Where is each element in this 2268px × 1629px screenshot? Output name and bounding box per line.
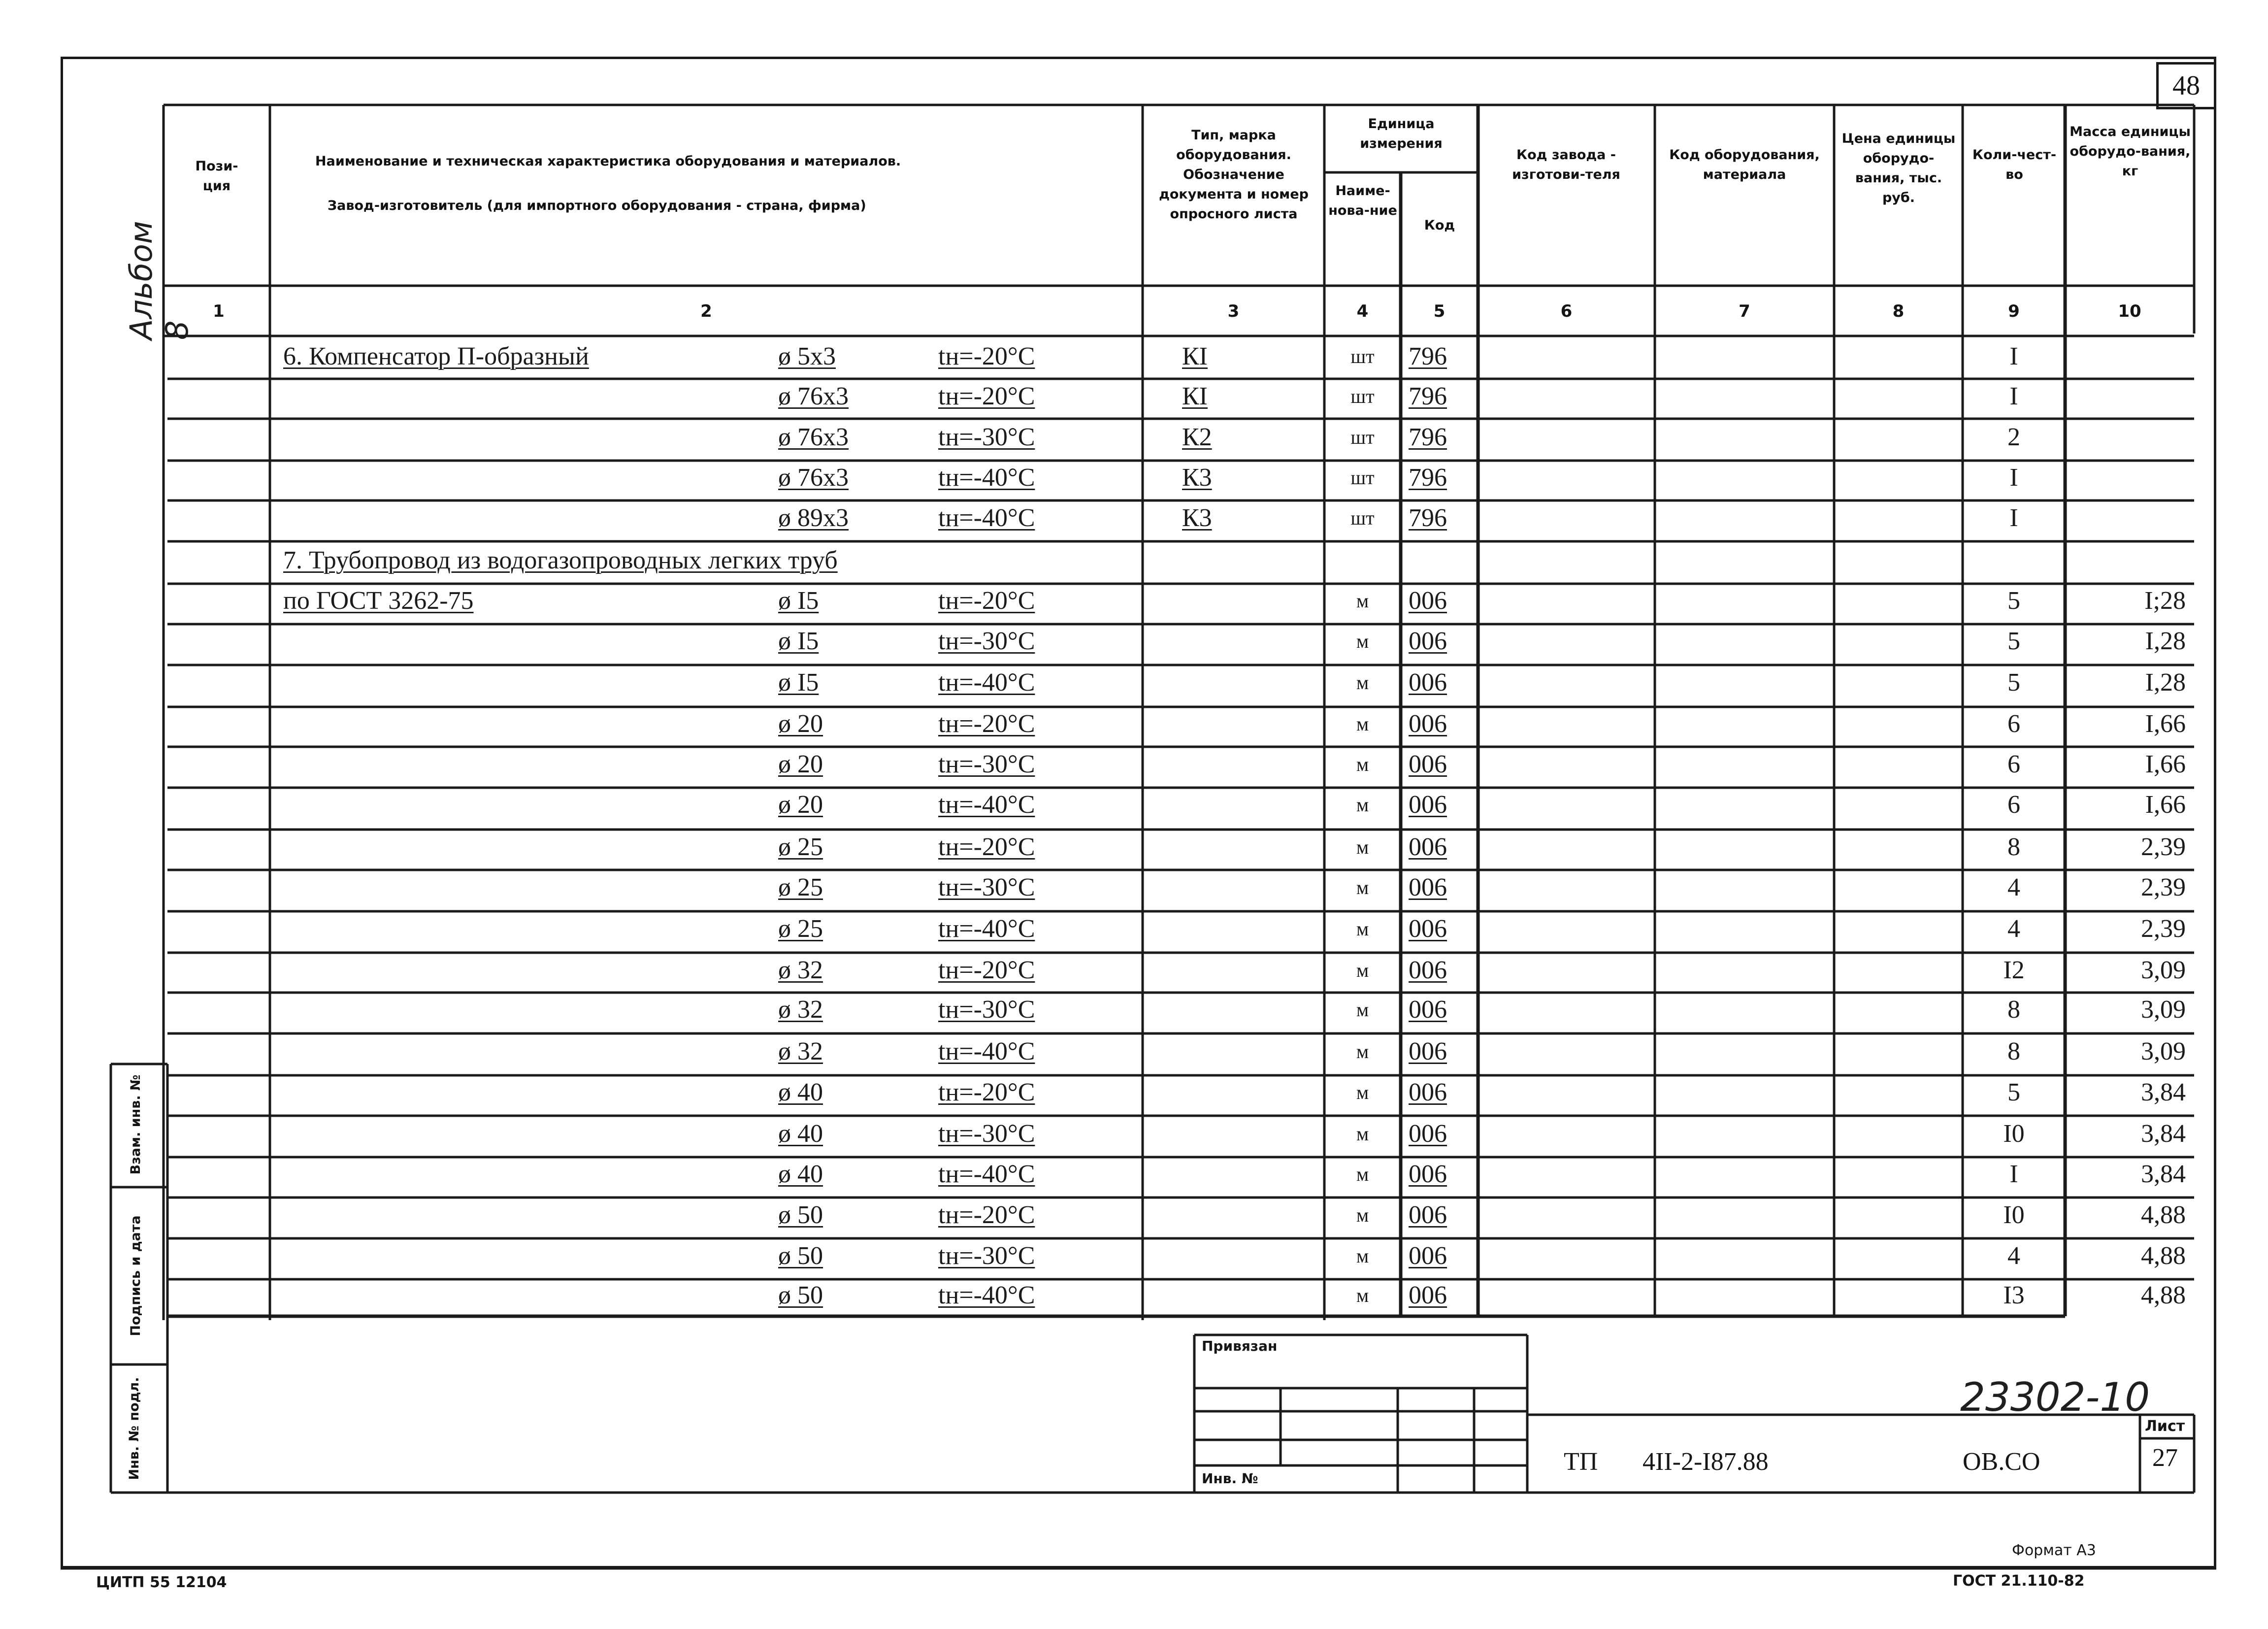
column-number: 8	[1892, 301, 1905, 321]
cell-type: К2	[1182, 423, 1212, 451]
column-number: 9	[2008, 301, 2020, 321]
cell-dia: ø 25	[778, 915, 823, 943]
side-label-inv-original: Инв. № подл.	[127, 1377, 142, 1480]
cell-temp: tн=-30°С	[938, 873, 1035, 901]
header-name-line2: Завод-изготовитель (для импортного оборудования - страна, фирма)	[328, 198, 866, 213]
cell-dia: ø 40	[778, 1160, 823, 1188]
cell-mass: 3,84	[2141, 1120, 2186, 1148]
cell-mass: 3,84	[2141, 1160, 2186, 1188]
cell-mass: 4,88	[2141, 1201, 2186, 1229]
cell-code: 006	[1409, 1120, 1447, 1148]
cell-qty: I	[2009, 382, 2018, 410]
cell-mass: I,66	[2145, 791, 2186, 819]
cell-temp: tн=-40°С	[938, 791, 1035, 819]
cell-temp: tн=-20°С	[938, 342, 1035, 370]
cell-unit: м	[1356, 794, 1369, 816]
cell-temp: tн=-40°С	[938, 464, 1035, 492]
cell-temp: tн=-40°С	[938, 1281, 1035, 1309]
cell-code: 796	[1409, 464, 1447, 492]
header-unit-group: Единица измерения	[1360, 116, 1443, 151]
header-mass: Масса единицы оборудо-вания, кг	[2070, 124, 2191, 179]
cell-unit: м	[1356, 1081, 1369, 1103]
cell-code: 006	[1409, 1037, 1447, 1065]
handwritten-number: 23302-10	[1960, 1374, 2150, 1420]
cell-mass: I,28	[2145, 668, 2186, 697]
cell-temp: tн=-30°С	[938, 423, 1035, 451]
column-number: 4	[1356, 301, 1369, 321]
cell-code: 006	[1409, 1078, 1447, 1106]
cell-dia: ø I5	[778, 627, 819, 655]
cell-mass: 3,09	[2141, 1037, 2186, 1065]
cell-dia: ø 20	[778, 710, 823, 738]
cell-qty: 8	[2007, 833, 2020, 861]
cell-code: 006	[1409, 1281, 1447, 1309]
cell-unit: шт	[1350, 345, 1375, 367]
cell-unit: м	[1356, 1245, 1369, 1267]
cell-unit: шт	[1350, 426, 1375, 448]
cell-temp: tн=-20°С	[938, 587, 1035, 615]
cell-code: 006	[1409, 668, 1447, 697]
cell-mass: I;28	[2144, 587, 2186, 615]
cell-dia: ø 89х3	[778, 504, 849, 532]
cell-unit: м	[1356, 836, 1369, 858]
cell-mass: 2,39	[2141, 873, 2186, 901]
cell-code: 796	[1409, 382, 1447, 410]
cell-code: 796	[1409, 504, 1447, 532]
cell-unit: м	[1356, 1123, 1369, 1145]
cell-dia: ø 32	[778, 956, 823, 984]
cell-temp: tн=-30°С	[938, 1242, 1035, 1270]
cell-qty: I	[2009, 464, 2018, 492]
cell-type: КI	[1182, 382, 1208, 410]
cell-type: КI	[1182, 342, 1208, 370]
cell-dia: ø 50	[778, 1201, 823, 1229]
cell-code: 006	[1409, 996, 1447, 1024]
cell-temp: tн=-40°С	[938, 915, 1035, 943]
cell-mass: 3,84	[2141, 1078, 2186, 1106]
privyazan-label: Привязан	[1202, 1338, 1278, 1354]
footer-gost: ГОСТ 21.110-82	[1953, 1572, 2085, 1590]
cell-unit: м	[1356, 713, 1369, 735]
cell-dia: ø 76х3	[778, 423, 849, 451]
cell-unit: м	[1356, 1284, 1369, 1306]
side-label-signature-date: Подпись и дата	[128, 1215, 143, 1336]
cell-dia: ø 32	[778, 1037, 823, 1065]
column-number: 2	[700, 301, 712, 321]
cell-temp: tн=-30°С	[938, 996, 1035, 1024]
cell-unit: м	[1356, 671, 1369, 694]
cell-dia: ø 20	[778, 791, 823, 819]
cell-unit: м	[1356, 959, 1369, 981]
header-name-line1: Наименование и техническая характеристика оборудования и материалов.	[315, 154, 901, 169]
list-number: 27	[2152, 1444, 2178, 1472]
footer-format: Формат А3	[2012, 1542, 2096, 1559]
header-unit-code: Код	[1424, 218, 1455, 233]
cell-temp: tн=-30°С	[938, 1120, 1035, 1148]
cell-mass: 2,39	[2141, 833, 2186, 861]
cell-dia: ø 25	[778, 833, 823, 861]
cell-qty: 2	[2007, 423, 2020, 451]
cell-unit: шт	[1350, 466, 1375, 489]
cell-unit: м	[1356, 1163, 1369, 1185]
section-code: ОВ.СО	[1963, 1448, 2040, 1476]
cell-temp: tн=-40°С	[938, 1037, 1035, 1065]
cell-temp: tн=-20°С	[938, 382, 1035, 410]
cell-temp: tн=-40°С	[938, 1160, 1035, 1188]
cell-mass: 4,88	[2141, 1242, 2186, 1270]
cell-temp: tн=-40°С	[938, 668, 1035, 697]
cell-temp: tн=-40°С	[938, 504, 1035, 532]
cell-unit: м	[1356, 1204, 1369, 1226]
cell-mass: I,28	[2145, 627, 2186, 655]
cell-qty: I0	[2003, 1201, 2025, 1229]
cell-temp: tн=-20°С	[938, 1078, 1035, 1106]
cell-unit: м	[1356, 590, 1369, 612]
cell-qty: 8	[2007, 996, 2020, 1024]
cell-qty: 6	[2007, 791, 2020, 819]
cell-mass: 4,88	[2141, 1281, 2186, 1309]
cell-qty: I3	[2003, 1281, 2025, 1309]
cell-qty: I2	[2003, 956, 2025, 984]
sheet-number: 48	[2156, 62, 2216, 109]
cell-dia: ø 40	[778, 1120, 823, 1148]
cell-dia: ø 20	[778, 750, 823, 778]
document-code: 4II-2-I87.88	[1643, 1448, 1769, 1476]
header-factory-code: Код завода - изготови-теля	[1512, 147, 1620, 182]
cell-code: 006	[1409, 1242, 1447, 1270]
cell-unit: м	[1356, 630, 1369, 652]
cell-code: 006	[1409, 791, 1447, 819]
cell-unit: м	[1356, 753, 1369, 775]
column-number: 7	[1739, 301, 1750, 321]
cell-qty: 6	[2007, 750, 2020, 778]
cell-qty: I	[2009, 1160, 2018, 1188]
header-type: Тип, марка оборудования. Обозначение документа и номер опросного листа	[1159, 128, 1309, 222]
side-label-replace-inv: Взам. инв. №	[128, 1074, 143, 1175]
cell-dia: ø 25	[778, 873, 823, 901]
cell-unit: м	[1356, 876, 1369, 898]
cell-qty: 6	[2007, 710, 2020, 738]
cell-dia: ø I5	[778, 668, 819, 697]
cell-code: 796	[1409, 423, 1447, 451]
cell-type: К3	[1182, 464, 1212, 492]
cell-dia: ø 76х3	[778, 382, 849, 410]
cell-mass: 3,09	[2141, 996, 2186, 1024]
cell-mass: 2,39	[2141, 915, 2186, 943]
header-price: Цена единицы оборудо-вания, тыс. руб.	[1841, 131, 1956, 205]
cell-code: 006	[1409, 956, 1447, 984]
header-quantity: Коли-чест-во	[1972, 147, 2057, 182]
cell-code: 006	[1409, 915, 1447, 943]
cell-qty: I	[2009, 504, 2018, 532]
cell-code: 006	[1409, 1201, 1447, 1229]
cell-dia: ø 5х3	[778, 342, 836, 370]
cell-temp: tн=-20°С	[938, 833, 1035, 861]
header-material-code: Код оборудования, материала	[1669, 147, 1820, 182]
cell-type: К3	[1182, 504, 1212, 532]
cell-temp: tн=-20°С	[938, 710, 1035, 738]
cell-qty: 8	[2007, 1037, 2020, 1065]
column-number: 3	[1227, 301, 1240, 321]
cell-code: 006	[1409, 1160, 1447, 1188]
cell-dia: ø 40	[778, 1078, 823, 1106]
cell-name: по ГОСТ 3262-75	[283, 587, 474, 615]
cell-code: 006	[1409, 873, 1447, 901]
cell-unit: м	[1356, 1040, 1369, 1063]
album-note: Альбом 8	[123, 221, 195, 340]
cell-unit: шт	[1350, 507, 1375, 529]
inv-no-label: Инв. №	[1202, 1470, 1258, 1487]
cell-dia: ø 32	[778, 996, 823, 1024]
cell-temp: tн=-30°С	[938, 627, 1035, 655]
column-number: 1	[213, 301, 225, 321]
cell-temp: tн=-20°С	[938, 1201, 1035, 1229]
cell-qty: 4	[2007, 873, 2020, 901]
cell-dia: ø 76х3	[778, 464, 849, 492]
column-number: 6	[1560, 301, 1573, 321]
column-number: 10	[2118, 301, 2141, 321]
cell-qty: 4	[2007, 1242, 2020, 1270]
tp-label: ТП	[1564, 1448, 1598, 1476]
cell-qty: 4	[2007, 915, 2020, 943]
cell-temp: tн=-30°С	[938, 750, 1035, 778]
header-unit-name: Наиме-нова-ние	[1328, 183, 1397, 218]
cell-name: 6. Компенсатор П-образный	[283, 342, 589, 370]
cell-qty: I	[2009, 342, 2018, 370]
cell-qty: 5	[2007, 668, 2020, 697]
cell-dia: ø 50	[778, 1281, 823, 1309]
cell-code: 006	[1409, 587, 1447, 615]
cell-mass: I,66	[2145, 710, 2186, 738]
cell-code: 006	[1409, 833, 1447, 861]
header-position: Пози-ция	[195, 159, 238, 194]
cell-unit: м	[1356, 918, 1369, 940]
cell-unit: шт	[1350, 385, 1375, 407]
cell-qty: I0	[2003, 1120, 2025, 1148]
cell-code: 006	[1409, 710, 1447, 738]
cell-mass: 3,09	[2141, 956, 2186, 984]
list-label: Лист	[2145, 1418, 2185, 1435]
cell-mass: I,66	[2145, 750, 2186, 778]
cell-unit: м	[1356, 998, 1369, 1021]
cell-code: 006	[1409, 750, 1447, 778]
cell-name: 7. Трубопровод из водогазопроводных легких труб	[283, 546, 838, 574]
cell-dia: ø I5	[778, 587, 819, 615]
cell-qty: 5	[2007, 627, 2020, 655]
cell-qty: 5	[2007, 1078, 2020, 1106]
column-number: 5	[1433, 301, 1446, 321]
cell-temp: tн=-20°С	[938, 956, 1035, 984]
cell-qty: 5	[2007, 587, 2020, 615]
cell-code: 796	[1409, 342, 1447, 370]
cell-code: 006	[1409, 627, 1447, 655]
footer-left: ЦИТП 55 12104	[96, 1574, 227, 1591]
cell-dia: ø 50	[778, 1242, 823, 1270]
